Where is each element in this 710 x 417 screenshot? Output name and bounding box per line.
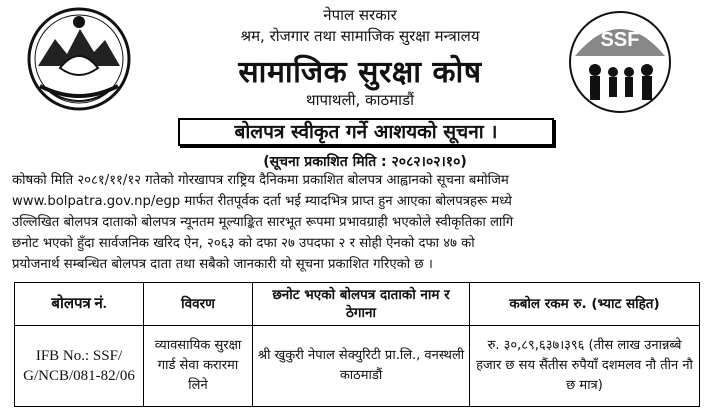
- government-name: नेपाल सरकार: [323, 6, 397, 24]
- notice-title: बोलपत्र स्वीकृत गर्ने आशयको सूचना ।: [178, 118, 554, 146]
- body-line: छनोट भएको हुँदा सार्वजनिक खरिद ऐन, २०६३ को दफा २७ उपदफा २ र सोही ऐनको दफा ४७ को: [12, 236, 475, 251]
- header-bid-no: बोलपत्र नं.: [15, 283, 144, 326]
- cell-description: व्यावसायिक सुरक्षा गार्ड सेवा करारमा लिने: [144, 326, 253, 407]
- ministry-name: श्रम, रोजगार तथा सामाजिक सुरक्षा मन्त्रालय: [240, 27, 480, 45]
- body-line: उल्लिखित बोलपत्र दाताको बोलपत्र न्यूनतम मूल्याङ्कित सारभूत रूपमा प्रभावग्राही भएकोले स्वीकृतिका लागि: [12, 215, 514, 230]
- ssf-logo-icon: [565, 8, 675, 116]
- cell-bid-no: IFB No.: SSF/ G/NCB/081-82/06: [15, 326, 144, 407]
- cell-bidder: श्री खुकुरी नेपाल सेक्युरिटी प्रा.लि., वनस्थली काठमाडौं: [253, 326, 470, 407]
- table-row: [15, 326, 700, 407]
- bid-table: [14, 282, 700, 407]
- header-description: विवरण: [144, 283, 253, 326]
- published-date: (सूचना प्रकाशित मिति : २०८२।०२।१०): [263, 154, 467, 170]
- nepal-emblem-icon: [20, 4, 138, 116]
- body-line: प्रयोजनार्थ सम्बन्धित बोलपत्र दाता तथा सबैको जानकारी यो सूचना प्रकाशित गरिएको छ ।: [12, 257, 433, 272]
- body-line: www.bolpatra.gov.np/egp मार्फत रीतपूर्वक दर्ता भई म्यादभित्र प्राप्त हुन आएका बोलपत्रहरू मध्ये: [12, 194, 512, 209]
- notice-body: [12, 170, 702, 275]
- body-line: कोषको मिति २०८१/११/१२ गतेको गोरखापत्र राष्ट्रिय दैनिकमा प्रकाशित बोलपत्र आह्वानको सूचना बमोजिम: [12, 173, 509, 188]
- organization-address: थापाथली, काठमाडौं: [306, 91, 414, 109]
- header-amount: कबोल रकम रु. (भ्याट सहित): [470, 283, 700, 326]
- cell-amount: रु. ३०,८९,६३७।३९६ (तीस लाख उनान्नब्बे हजार छ सय सैंतीस रुपैयाँ दशमलव नौ तीन नौ छ मात्र): [470, 326, 700, 407]
- organization-name: सामाजिक सुरक्षा कोष: [238, 55, 482, 90]
- ssf-logo-text: SSF: [600, 29, 640, 51]
- table-header-row: [15, 283, 700, 326]
- header-bidder: छनोट भएको बोलपत्र दाताको नाम र ठेगाना: [253, 283, 470, 326]
